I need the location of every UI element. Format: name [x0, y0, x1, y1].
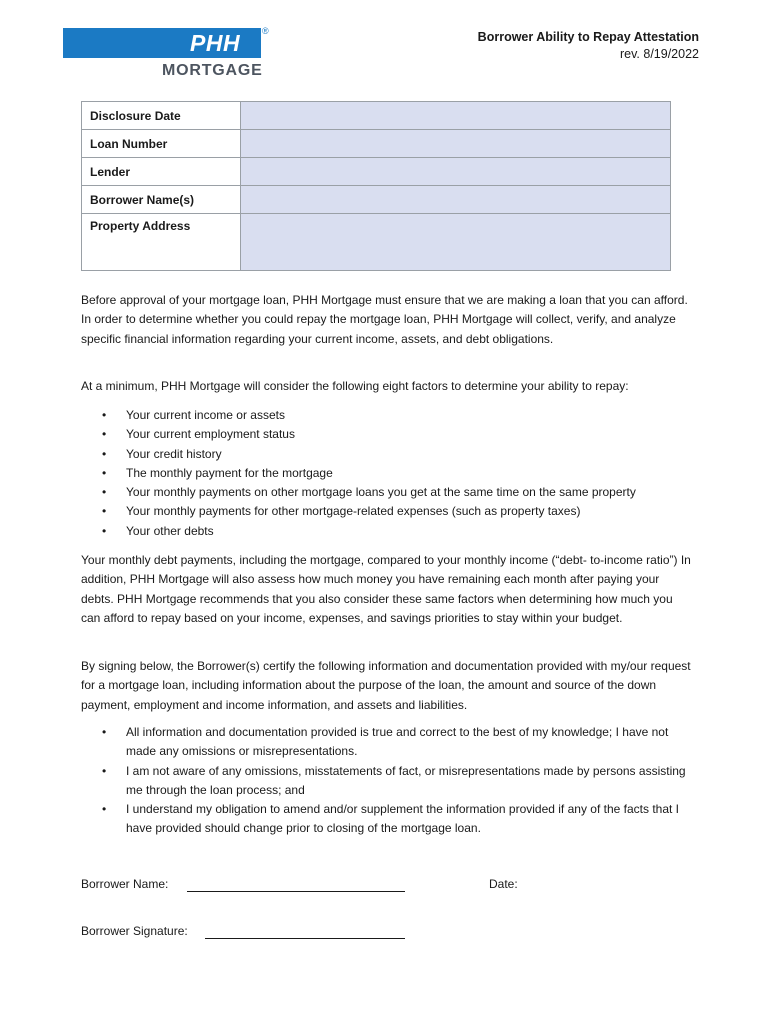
- bullet-icon: •: [102, 465, 107, 480]
- bullet-icon: •: [102, 763, 107, 778]
- row-borrower-names: [82, 186, 671, 214]
- list-item: • I understand my obligation to amend and/or supplement the information provided if any of the facts that I have provided should change prior to closing of the mortgage loan.: [102, 802, 679, 836]
- logo-phh: PHH: [190, 30, 241, 56]
- bullet-icon: •: [102, 725, 107, 739]
- list-item: • Your other debts: [81, 522, 691, 541]
- bullet-icon: •: [102, 504, 107, 519]
- list-item: • Your current income or assets: [81, 406, 691, 425]
- property-address-label: Property Address: [82, 214, 241, 271]
- debt-ratio-paragraph: Your monthly debt payments, including the mortgage, compared to your monthly income (“debt- to-income ratio”) In addition, PHH Mortgage will also assess how much money you have remaining each month after paying your debts. PHH Mortgage recommends that you also consider these same factors when determining how much you can afford to repay based on your income, expenses, and savings priorities to stay within your budget.: [81, 553, 691, 625]
- bullet-icon: •: [102, 523, 107, 538]
- bullet-icon: •: [102, 446, 107, 461]
- logo-mortgage: MORTGAGE: [162, 62, 263, 79]
- list-item: • Your current employment status: [81, 425, 691, 444]
- logo-registered-mark: ®: [262, 26, 269, 36]
- borrower-names-label: Borrower Name(s): [82, 186, 241, 214]
- intro-paragraph: Before approval of your mortgage loan, PHH Mortgage must ensure that we are making a loan that you can afford. In order to determine whether you could repay the mortgage loan, PHH Mortgage will collect, verify, and analyze specific financial information regarding your current income, assets, and debt obligations.: [81, 293, 688, 346]
- borrower-names-field[interactable]: [241, 186, 671, 214]
- row-disclosure-date: [82, 102, 671, 130]
- bullet-icon: •: [102, 485, 107, 500]
- lender-label: Lender: [82, 158, 241, 186]
- document-title: Borrower Ability to Repay Attestation: [477, 30, 699, 44]
- borrower-name-label: Borrower Name:: [81, 877, 169, 891]
- list-item: • Your monthly payments for other mortgage-related expenses (such as property taxes): [81, 502, 691, 521]
- disclosure-date-label: Disclosure Date: [82, 102, 241, 130]
- bullet-icon: •: [102, 802, 107, 817]
- factors-list: [81, 406, 691, 541]
- lender-field[interactable]: [241, 158, 671, 186]
- loan-number-field[interactable]: [241, 130, 671, 158]
- factors-intro: At a minimum, PHH Mortgage will consider the following eight factors to determine your ability to repay:: [81, 379, 629, 393]
- loan-info-table: [81, 101, 671, 271]
- date-label: Date:: [489, 877, 518, 891]
- certify-intro-paragraph: By signing below, the Borrower(s) certify the following information and documentation provided with my/our request for a mortgage loan, including information about the purpose of the loan, the amount and source of the down payment, employment and income information, and assets and liabilities.: [81, 659, 691, 712]
- row-property-address: [82, 214, 671, 271]
- borrower-name-line[interactable]: [187, 891, 405, 892]
- document-revision: rev. 8/19/2022: [620, 47, 699, 61]
- list-item: • Your credit history: [81, 445, 691, 464]
- property-address-field[interactable]: [241, 214, 671, 271]
- borrower-signature-label: Borrower Signature:: [81, 924, 188, 938]
- list-item: • I am not aware of any omissions, misstatements of fact, or misrepresentations made by persons assisting me through the loan process; and: [102, 763, 686, 797]
- list-item: • All information and documentation provided is true and correct to the best of my knowledge; I have not made any omissions or misrepresentations.: [102, 725, 669, 759]
- list-item: • Your monthly payments on other mortgage loans you get at the same time on the same property: [81, 483, 691, 502]
- certification-list: [81, 723, 691, 839]
- loan-number-label: Loan Number: [82, 130, 241, 158]
- disclosure-date-field[interactable]: [241, 102, 671, 130]
- bullet-icon: •: [102, 408, 107, 422]
- borrower-signature-line[interactable]: [205, 938, 405, 939]
- list-item: • The monthly payment for the mortgage: [81, 464, 691, 483]
- bullet-icon: •: [102, 427, 107, 442]
- row-lender: [82, 158, 671, 186]
- row-loan-number: [82, 130, 671, 158]
